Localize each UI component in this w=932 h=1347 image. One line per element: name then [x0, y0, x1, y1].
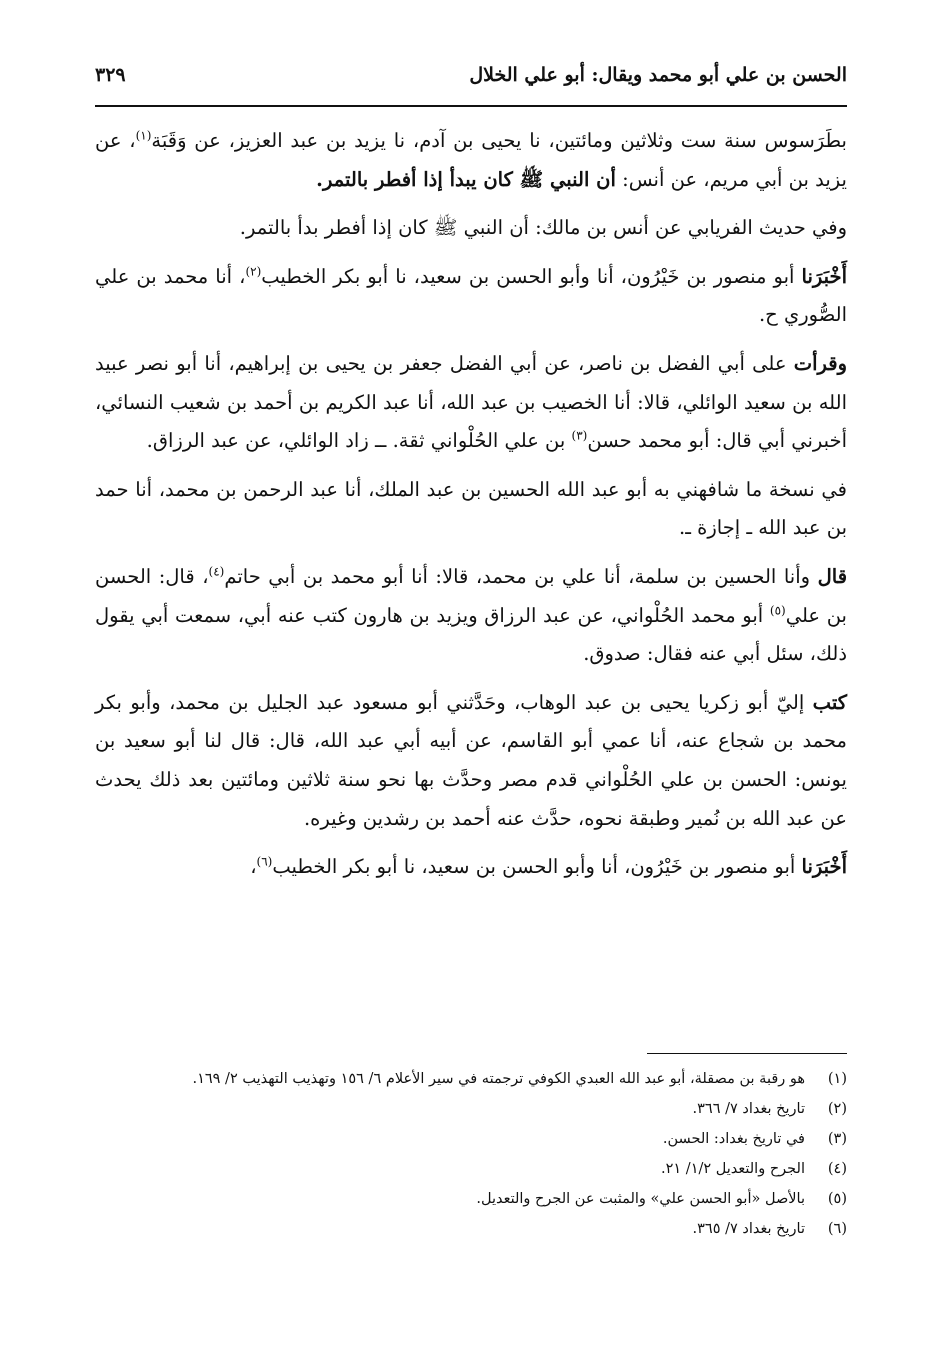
main-text [95, 122, 847, 897]
paragraph: وقرأت على أبي الفضل بن ناصر، عن أبي الفضل جعفر بن يحيى بن إبراهيم، أنا أبو نصر عبيد الله بن سعيد الوائلي، قالا: أنا الخصيب بن عبد الله، أنا عبد الكريم بن أحمد بن شعيب النسائي، أخبرني أبي قال: أبو محمد حسن$^{(٣)}$ بن علي الحُلْواني ثقة. ــ زاد الوائلي، عن عبد الرزاق. [95, 351, 847, 453]
footnote [95, 1126, 847, 1153]
page-number: ٣٢٩ [95, 64, 126, 86]
footnote-number: (٣) [827, 1131, 847, 1147]
footnote-ref: (٢) [245, 264, 262, 279]
footnote-ref: (٦) [256, 854, 273, 869]
paragraph-intro: أَخْبَرَنا [801, 264, 847, 288]
running-title: الحسن بن علي أبو محمد ويقال: أبو علي الخلال [469, 64, 847, 86]
paragraph-intro: كتب [812, 690, 847, 714]
footnote [95, 1156, 847, 1183]
paragraph: في نسخة ما شافهني به أبو عبد الله الحسين بن عبد الملك، أنا عبد الرحمن بن محمد، أنا حمد بن عبد الله ـ إجازة ـ. [95, 477, 847, 540]
footnote-ref: (٣) [571, 428, 588, 443]
footnote-ref: (٥) [769, 603, 786, 618]
footnote-text: هو رقبة بن مصقلة، أبو عبد الله العبدي الكوفي ترجمته في سير الأعلام ٦/ ١٥٦ وتهذيب التهذيب ٢/ ١٦٩. [192, 1071, 805, 1087]
header-rule [95, 105, 847, 107]
paragraph-intro: أَخْبَرَنا [801, 855, 847, 879]
footnote-text: الجرح والتعديل ١/٢/ ٢١. [661, 1161, 805, 1177]
footnote-text: تاريخ بغداد ٧/ ٣٦٦. [692, 1101, 805, 1117]
paragraph: قال وأنا الحسين بن سلمة، أنا علي بن محمد، قالا: أنا أبو محمد بن أبي حاتم$^{(٤)}$، قال: الحسن بن علي$^{(٥)}$ أبو محمد الحُلْواني، عن عبد الرزاق ويزيد بن هارون كتب عنه أبي، سمعت أبي يقول ذلك، سئل أبي عنه فقال: صدوق. [95, 564, 848, 666]
paragraph: بطَرَسوس سنة ست وثلاثين ومائتين، نا يحيى بن آدم، نا يزيد بن عبد العزيز، عن وَقَبَة$^{(١)}$، عن يزيد بن أبي مريم، عن أنس: أن النبي ﷺ كان يبدأ إذا أفطر بالتمر. [95, 128, 847, 191]
footnote-rule [647, 1053, 847, 1054]
footnote-number: (٦) [827, 1221, 847, 1237]
footnote [95, 1066, 847, 1093]
footnote-number: (٢) [827, 1101, 847, 1117]
footnote-text: تاريخ بغداد ٧/ ٣٦٥. [692, 1221, 805, 1237]
footnote-text: بالأصل «أبو الحسن علي» والمثبت عن الجرح والتعديل. [476, 1191, 805, 1207]
paragraph: كتب إليّ أبو زكريا يحيى بن عبد الوهاب، وحَدَّثني أبو مسعود عبد الجليل بن محمد، وأبو بكر محمد بن شجاع عنه، أنا عمي أبو القاسم، عن أبيه أبي عبد الله، قال: قال لنا أبو سعيد بن يونس: الحسن بن علي الحُلْواني قدم مصر وحدَّث بها نحو سنة ثلاثين ومائتين بعد ذلك يحدث عن عبد الله بن نُمير وطبقة نحوه، حدَّث عنه أحمد بن رشدين وغيره. [95, 690, 847, 830]
footnote [95, 1216, 847, 1243]
paragraph-intro: قال [817, 564, 848, 588]
footnote-number: (٤) [827, 1161, 847, 1177]
paragraph: أَخْبَرَنا أبو منصور بن خَيْرُون، أنا وأبو الحسن بن سعيد، نا أبو بكر الخطيب$^{(٢)}$، أنا محمد بن علي الصُّوري ح. [95, 264, 847, 327]
footnotes [95, 1066, 847, 1246]
footnote-ref: (١) [135, 128, 152, 143]
footnote-number: (١) [827, 1071, 847, 1087]
footnote-number: (٥) [827, 1191, 847, 1207]
footnote [95, 1186, 847, 1213]
footnote-text: في تاريخ بغداد: الحسن. [662, 1131, 805, 1147]
running-head [95, 64, 847, 86]
paragraph-intro: وقرأت [793, 351, 847, 375]
paragraph: أَخْبَرَنا أبو منصور بن خَيْرُون، أنا وأبو الحسن بن سعيد، نا أبو بكر الخطيب$^{(٦)}$، [250, 854, 847, 879]
paragraph: وفي حديث الفريابي عن أنس بن مالك: أن النبي ﷺ كان إذا أفطر بدأ بالتمر. [239, 216, 847, 240]
footnote-ref: (٤) [208, 564, 225, 579]
quoted-hadith: أن النبي ﷺ كان يبدأ إذا أفطر بالتمر. [316, 167, 616, 191]
footnote [95, 1096, 847, 1123]
